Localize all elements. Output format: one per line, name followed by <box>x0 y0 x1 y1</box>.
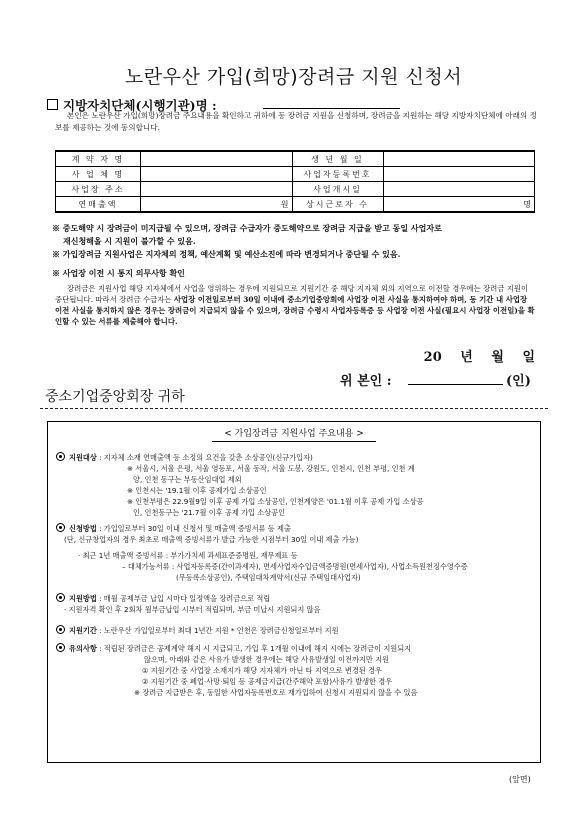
business-start-label: 사업개시일 <box>292 182 383 197</box>
relocation-duty-text <box>55 283 535 327</box>
period-text: : 노란우산 가입일로부터 최대 1년간 지원 * 인천은 장려금신청일로부터 지원 <box>99 626 339 635</box>
bullet-icon <box>56 452 65 461</box>
section-apply <box>56 523 532 583</box>
target-note-1b: 양, 인천 동구는 부동산임대업 제외 <box>133 475 242 484</box>
summary-title-underline <box>212 441 376 442</box>
bullet-icon <box>56 593 65 602</box>
notice-cancel-cont: 재신청해올 시 지원이 불가할 수 있음. <box>63 236 196 246</box>
relocation-duty-emphasis: 사업장 이전일로부터 30일 이내에 중소기업중앙회에 사업장 이전 사실을 통지하여야 하며, 동 기간 내 사업장 이전 사실을 통지하지 않은 경우는 장려금이 지급되지 않을 수 있으며, 장려금 수령시 사업자등록증 등 사업장 이전 사실(필요시 사업장 이전일)을 확인할 수 있는 서류를 제출해야 합니다. <box>55 295 535 326</box>
section-target <box>56 452 532 518</box>
caution-item-1: ① 지원기간 중 사업장 소재지가 해당 지자체가 아닌 타 지역으로 변경된 경우 <box>142 666 382 675</box>
caution-heading: 유의사항 <box>69 644 97 653</box>
recipient: 중소기업중앙회장 귀하 <box>45 389 185 405</box>
consent-statement: 본인은 노란우산 가입(희망)장려금 주요내용을 확인하고 귀하에 동 장려금 지원을 신청하며, 장려금을 지원하는 해당 지방자치단체에 아래의 정보를 제공하는 것에 동의합니다. <box>55 111 538 132</box>
table-row <box>56 151 535 167</box>
business-number-field[interactable] <box>383 167 535 182</box>
caution-item-2: ② 지원기간 중 폐업·사망·퇴임 등 공제금지급(간주해약 포함)사유가 발생한 경우 <box>142 677 393 686</box>
business-name-label: 사 업 체 명 <box>56 167 141 182</box>
proof-documents: · 최근 1년 매출액 증빙서류 : 부가가치세 과세표준증명원, 재무제표 등 <box>78 551 298 560</box>
target-text: : 지자체 소재 연매출액 등 소정의 요건을 갖춘 소상공인(신규가입자) <box>99 453 313 462</box>
target-note-1: ※ 서울시, 서울 은평, 서울 영등포, 서울 동작, 서울 도봉, 강원도, 인천시, 인천 부평, 인천 계 <box>127 464 415 473</box>
applicant-info-table <box>55 150 535 213</box>
apply-text: : 가입일로부터 30일 이내 신청서 및 매출액 증빙서류 등 제출 <box>99 524 291 533</box>
program-summary-box <box>47 421 541 763</box>
annual-sales-label: 연매출액 <box>56 197 141 213</box>
seal-mark: (인) <box>506 374 531 389</box>
table-row <box>56 182 535 197</box>
business-address-label: 사업장 주소 <box>56 182 141 197</box>
apply-note: (단, 신규창업자의 경우 최초로 매출액 증빙서류가 발급 가능한 시점부터 30일 이내 제출 가능) <box>64 535 359 544</box>
annual-sales-field[interactable]: 원 <box>141 197 293 213</box>
contractor-name-field[interactable] <box>141 151 293 167</box>
summary-title: < 가입장려금 지원사업 주요내용 > <box>224 429 364 439</box>
table-row <box>56 167 535 182</box>
business-start-field[interactable] <box>383 182 535 197</box>
alt-documents: – 대체가능서류 : 사업자등록증(간이과세자), 면세사업자수입금액증명원(면세사업자), 사업소득원천징수영수증 <box>122 562 468 571</box>
employee-count-label: 상시근로자 수 <box>292 197 383 213</box>
date-line: 20 년 월 일 <box>423 350 535 365</box>
agency-name-field[interactable] <box>263 108 400 109</box>
business-number-label: 사업자등록번호 <box>292 167 383 182</box>
business-address-field[interactable] <box>141 182 293 197</box>
employee-count-field[interactable]: 명 <box>383 197 535 213</box>
page-side-label: (앞면) <box>509 775 531 784</box>
section-method <box>56 593 532 615</box>
agency-checkbox[interactable] <box>47 99 58 110</box>
caution-text: : 적립된 장려금은 공제계약 해지 시 지급되고, 가입 후 1개월 이내에 해지 시에는 장려금이 지원되지 <box>99 644 412 653</box>
bullet-icon <box>56 643 65 652</box>
caution-item-3: ※ 장려금 지급받은 후, 동일한 사업자등록번호로 재가입하여 신청시 지원되지 않을 수 있음 <box>134 688 418 697</box>
target-note-3: ※ 인천부평은 22.9월9일 이후 공제 가입 소상공인, 인천계양은 '01.1월 이후 공제 가입 소상공 <box>127 497 424 506</box>
notice-block <box>52 222 542 261</box>
target-heading: 지원대상 <box>69 453 97 462</box>
contractor-name-label: 계 약 자 명 <box>56 151 141 167</box>
birth-date-field[interactable] <box>383 151 535 167</box>
method-text: : 매월 공제부금 납입 시마다 일정액을 장려금으로 적립 <box>99 594 271 603</box>
table-row <box>56 197 535 213</box>
notice-cancel: ※ 중도해약 시 장려금이 미지급될 수 있으며, 장려금 수급자가 중도해약으로 장려금 지급을 받고 동일 사업자로 <box>52 223 442 233</box>
cut-line-divider <box>40 408 548 409</box>
method-heading: 지원방법 <box>69 594 97 603</box>
apply-heading: 신청방법 <box>69 524 97 533</box>
business-name-field[interactable] <box>141 167 293 182</box>
method-note: · 지원자격 확인 후 2회차 월부금납입 시부터 적립되며, 부금 미납시 지원되지 않음 <box>64 605 321 614</box>
alt-documents-cont: (무등록소상공인), 주택임대차계약서(신규 주택임대사업자) <box>176 573 361 582</box>
bullet-icon <box>56 523 65 532</box>
target-note-2: ※ 인천시는 '19.1월 이후 공제가입 소상공인 <box>127 486 267 495</box>
relocation-duty-body: 장려금은 지원사업 해당 지자체에서 사업을 영위하는 경우에 지원되므로 지원기간 중 해당 지자체 외의 지역으로 이전할 경우에는 장려금 지원이 중단됩니다. 따라서 장려금 수급자는 <box>55 284 529 304</box>
period-heading: 지원기간 <box>69 626 97 635</box>
form-title: 노란우산 가입(희망)장려금 지원 신청서 <box>124 66 463 88</box>
birth-date-label: 생 년 월 일 <box>292 151 383 167</box>
notice-budget: ※ 가입장려금 지원사업은 지자체의 정책, 예산계획 및 예산소진에 따라 변경되거나 중단될 수 있음. <box>52 249 401 259</box>
caution-text-cont: 않으며, 아래와 같은 사유가 발생한 경우에는 해당 사유발생일 이전까지만 지원 <box>144 655 390 664</box>
signature-field[interactable] <box>408 384 503 385</box>
bullet-icon <box>56 625 65 634</box>
relocation-duty-heading: ※ 사업장 이전 시 통지 의무사항 확인 <box>52 268 185 278</box>
section-caution <box>56 643 532 698</box>
signer-label: 위 본인 : <box>340 374 392 389</box>
target-note-3b: 인, 인천동구는 '21.7월 이후 공제 가입 소상공인 <box>133 508 286 517</box>
agency-label: 지방자치단체(시행기관)명 : <box>63 98 217 113</box>
section-period <box>56 625 532 636</box>
